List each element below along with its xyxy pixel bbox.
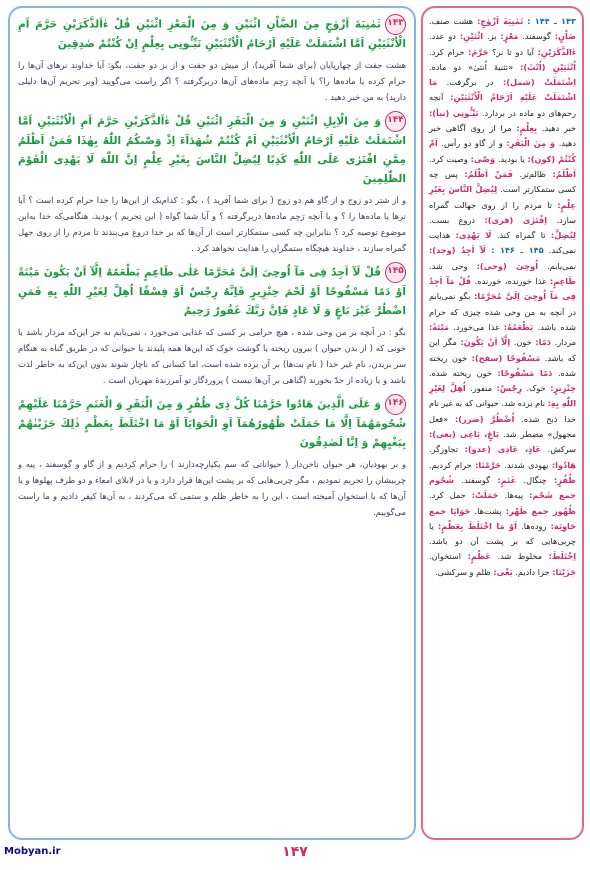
glossary-panel — [421, 6, 584, 840]
gloss-meaning: مگر این که باشد. — [429, 337, 576, 363]
verse-146 — [18, 394, 406, 453]
verse-146-arabic: وَ عَلَى الَّذِينَ هَادُوا حَرَّمْنَا كُلَّ ذِى ظُفُرٍ وَ مِنَ الْبَقَرِ وَ الْغَنَمِ حَرَّمْنَا عَلَيْهِمْ شُحُومَهُمَآ اِلَّا مَا حَمَلَتْ ظُهُورُهُمَآ اَوِ الْحَوَايَآ اَوْ مَا اخْتَلَطَ بِعَظْمٍ ذٰلِكَ جَزَيْنٰهُمْ بِبَغْيِهِمْ وَ اِنَّا لَصٰدِقُونَ — [18, 398, 406, 449]
gloss-meaning: آیا دو تا نر؟ — [492, 46, 534, 57]
gloss-word: فَمَنْ اَظْلَمُ: — [464, 168, 513, 179]
gloss-meaning: یا چربی‌هایی که بر پشت آن دو باشد. — [429, 520, 576, 547]
gloss-meaning: نام برده شد. — [501, 398, 545, 409]
gloss-meaning: «تثنیهٔ اُنثیٰ» دو ماده. — [429, 61, 514, 72]
verse-144-translation: و از شتر دو زوج و از گاو هم دو زوج ( برای شما آفرید ) ، بگو : کدام‌یک از این‌ها را خدا حرام کرده است ؟ آیا نرها یا ماده‌ها را ؟ و یا آنچه رَحِم ماده‌ها دربرگرفته ؟ و آیا شما گواه ( این تحریم ) بودید، هنگامی‌که خدا به‌این موضوع توصیه کرد ؟ بنابراین چه کسی ستمکارتر است از آن‌ها که بر خدا دروغ می‌بندند تا مردم را از روی جهل گمراه سازند ، خداوند هیچگاه ستمگران را هدایت نخواهد کرد . — [18, 195, 406, 253]
gloss-meaning: گوسفند. — [461, 474, 491, 485]
gloss-meaning: ظلم و سرکشی. — [434, 566, 491, 577]
gloss-meaning: وحی شد. — [429, 260, 468, 271]
gloss-word: اِخْتَلَطَ: — [548, 551, 577, 562]
gloss-meaning: حرام کرد. — [429, 46, 465, 57]
gloss-word: اِشْتَمَلَتْ (شمل): — [502, 77, 576, 88]
gloss-word: حَمَلَتْ: — [471, 490, 499, 501]
gloss-word: ءٰالذَّكَرَيْنِ: — [537, 46, 577, 57]
verse-144-arabic: وَ مِنَ الْاِبِلِ اثْنَيْنِ وَ مِنَ الْبَقَرِ اثْنَيْنِ قُلْ ءٰاَلذَّكَرَيْنِ حَرَّمَ اَمِ الْاُنْثَيَيْنِ اَمَّا اشْتَمَلَتْ عَلَيْهِ اَرْحَامُ الْاُنْثَيَيْنِ اَمْ كُنْتُمْ شُهَدَآءَ اِذْ وَصّٰىكُمُ اللّٰهُ بِهٰذَا فَمَنْ اَظْلَمُ مِمَّنِ افْتَرٰى عَلَى اللّٰهِ كَذِبًا لِيُضِلَّ النَّاسَ بِغَيْرِ عِلْمٍ اِنَّ اللّٰهَ لَا يَهْدِى الْقَوْمَ الظّٰلِمِينَ — [18, 115, 406, 185]
gloss-word: اثْنَيْنِ: — [459, 31, 484, 42]
gloss-meaning: یهودی شدند. — [504, 459, 549, 470]
gloss-word: بِعِلْمٍ: — [516, 123, 538, 134]
verse-145-arabic: قُلْ لَآ اَجِدُ فِى مَآ اُوحِىَ اِلَىَّ مُحَرَّمًا عَلٰى طَاعِمٍ يَطْعَمُهُ اِلَّآ اَنْ يَكُونَ مَيْتَةً اَوْ دَمًا مَسْفُوحًا اَوْ لَحْمَ خِنْزِيرٍ فَاِنَّهُ رِجْسٌ اَوْ فِسْقًا اُهِلَّ لِغَيْرِ اللّٰهِ بِهِ فَمَنِ اضْطُرَّ غَيْرَ بَاغٍ وَ لَا عَادٍ فَاِنَّ رَبَّكَ غَفُورٌ رَحِيمٌ — [18, 266, 406, 317]
gloss-meaning: چنگال. — [523, 474, 547, 485]
gloss-word: اُوحِىَ (وحى): — [476, 260, 539, 271]
verse-143-translation: هشت جفت از چهارپایان (برای شما آفرید)، از میش دو جفت و از بز دو جفت، بگو: آیا خداوند نرهای آن‌ها را حرام کرده یا ماده‌ها را؟ یا آنچه رَحِم ماده‌های آن‌ها دربرگرفته ؟ اگر راست می‌گویید (وبر تحریم آن‌ها دلیلی دارید) به من خبر دهید . — [18, 60, 406, 102]
gloss-meaning: خون. — [513, 337, 532, 348]
gloss-word: اِفْتَرٰى (فرى): — [484, 214, 548, 225]
gloss-word: اَوْ مَا اخْتَلَطَ بِعَظْمٍ: — [438, 520, 517, 531]
gloss-word: وَ مِنَ الْبَقَرِ: — [506, 138, 556, 149]
verse-144 — [18, 111, 406, 189]
gloss-word: لَا يَهْدِى: — [455, 230, 492, 241]
gloss-meaning: حرام کردیم. — [429, 459, 472, 470]
gloss-word: عَادٍ، عَادِى (عدو): — [464, 444, 541, 455]
gloss-meaning: تا مردم را از روی جهالت گمراه سازد. — [429, 199, 576, 225]
gloss-word: مَا اشْتَمَلَتْ عَلَيْهِ اَرْحَامُ الْاُنْثَيَيْنِ: — [429, 77, 576, 103]
gloss-word: بَاغٍ، بَاغِى (بغى): — [429, 429, 500, 440]
verse-143-arabic: ثَمٰنِيَةَ اَزْوٰجٍ مِنَ الضَّاْنِ اثْنَيْنِ وَ مِنَ الْمَعْزِ اثْنَيْنِ قُلْ ءٰاَلذَّكَرَيْنِ حَرَّمَ اَمِ الْاُنْثَيَيْنِ اَمَّا اشْتَمَلَتْ عَلَيْهِ اَرْحَامُ الْاُنْثَيَيْنِ نَبِّـُٔونِى بِعِلْمٍ اِنْ كُنْتُمْ صٰدِقِينَ — [18, 18, 406, 50]
gloss-word: دَمًا مَسْفُوحًا: — [497, 367, 553, 378]
glossary-heading-2: ۱۴۵ ـ ۱۴۶ : — [491, 245, 544, 256]
glossary-heading-1: ۱۴۳ ـ ۱۴۴ : — [527, 16, 577, 26]
gloss-meaning: خوک. — [526, 383, 546, 394]
gloss-word: غَنَمٍ: — [497, 474, 517, 485]
gloss-meaning: نمی‌یابم. — [547, 260, 577, 271]
gloss-word: رِجْسٌ: — [496, 383, 522, 394]
verse-145-translation: بگو : در آنچه بر من وحی شده ، هیچ حرامی بر کسی که غذایی می‌خورد ، نمی‌یابم به جز این‌که مردار باشد یا خونی که ( از بدن حیوان ) بیرون ریخته یا گوشت خوک که این‌ها همه پلیدند یا حیوانی که در طریق گناه به هنگام سر بریدن، نام غیر خدا ( نام بت‌ها) بر آن برده شده است، اما کسانی که ناچار شوند بدون این‌که به خاطر لذت باشد و یا زیاده از حدّ بخورند (گناهی بر آن‌ها نیست ) پروردگار تو آمرزندهٔ مهربان است . — [18, 327, 406, 385]
gloss-meaning: منفور. — [470, 383, 492, 394]
gloss-meaning: هشت صنف. — [429, 16, 474, 26]
gloss-meaning: مرا از روی آگاهی خبر دهید. — [429, 123, 577, 149]
gloss-meaning: استخوان. — [429, 551, 462, 562]
gloss-meaning: گوسفند. — [522, 31, 551, 42]
gloss-word: ثَمٰنِيَةَ اَزْوٰجٍ: — [477, 16, 524, 26]
page-number: ۱۴۷ — [282, 844, 308, 860]
gloss-word: لَآ اَجِدُ (وجد): — [429, 245, 486, 256]
gloss-word: حَرَّمْنَا: — [475, 459, 501, 470]
gloss-meaning: تجاوزگر. — [429, 444, 458, 455]
gloss-meaning: حمل کرد. — [429, 490, 466, 501]
gloss-word: مَيْتَةً: — [429, 321, 449, 332]
gloss-word: لِيُضِلَّ النَّاسَ بِغَيْرِ عِلْمٍ: — [429, 184, 576, 210]
gloss-meaning: پیه‌ها. — [504, 490, 524, 501]
verse-number-145: ۱۴۵ — [385, 262, 406, 283]
gloss-meaning: روده‌ها. — [521, 520, 547, 531]
gloss-meaning: در برگرفت. — [446, 77, 494, 88]
gloss-word: قُلْ مَآ اَجِدُ فِى مَآ اُوحِىَ اِلَىَّ مُحَرَّمًا: — [429, 276, 576, 302]
gloss-word: مَسْفُوحًا (سفح): — [471, 352, 541, 363]
gloss-meaning: بگو نمی‌یابم در آنچه به من وحی شده چیزی که حرام شده باشد. — [429, 291, 576, 332]
gloss-meaning: «فعل مجهول» مضطر شد. — [429, 413, 576, 440]
gloss-word: اَمْ كُنْتُمْ (كون): — [429, 138, 576, 164]
gloss-word: دَمًا: — [535, 337, 551, 348]
site-watermark: Mobyan.ir — [4, 846, 61, 857]
glossary-text — [429, 14, 576, 580]
gloss-meaning: مردار. — [554, 337, 577, 348]
gloss-meaning: و از گاو دو رأس. — [441, 138, 503, 149]
gloss-word: حَوَايَا جمع حَاوِيَة: — [429, 505, 577, 531]
verse-number-143: ۱۴۳ — [385, 14, 406, 35]
gloss-meaning: خون ریخته شده. — [429, 352, 577, 378]
gloss-word: اُنْثَيَيْنِ (اُنْثَ): — [520, 61, 576, 72]
verse-146-translation: و بر یهودیان، هر حیوان ناخن‌دار ( حیواناتی که سم یکپارچه‌دارند ) را حرام کردیم و از گاو و گوسفند ، پیه و چربیشان را تحریم نمودیم ، مگر چربی‌هایی که بر پشت این‌ها قرار دارد و یا در لابلای امعاء و دو طرف پهلوها و یا آن‌ها که با استخوان آمیخته است ، این را به خاطر ظلم و ستمی که می‌کردند ، به آن‌ها کیفر دادیم و ما راست می‌گوییم. — [18, 459, 406, 517]
gloss-meaning: مخلوط شد. — [497, 551, 542, 562]
gloss-meaning: جزا دادیم. — [515, 566, 550, 577]
gloss-word: ضَاْنٍ: — [554, 31, 577, 42]
gloss-meaning: ظالم‌تر. — [519, 168, 546, 179]
gloss-word: مَعْزٍ: — [500, 31, 519, 42]
gloss-meaning: یا بودید. — [497, 153, 525, 164]
gloss-word: نَبِّـُٔونِى (نبأ): — [429, 107, 479, 118]
gloss-meaning: خبر دهید. — [541, 123, 576, 134]
gloss-word: وَصّٰى: — [470, 153, 496, 164]
gloss-word: ظُفُرٍ: — [554, 474, 577, 485]
gloss-meaning: دو عدد. — [429, 31, 456, 42]
gloss-word: لِيُضِلَّ: — [550, 230, 576, 241]
gloss-word: اُهِلَّ لِغَيْرِ اللّٰهِ بِهِ: — [429, 383, 577, 409]
verse-143 — [18, 14, 406, 54]
gloss-meaning: غذا خورنده، خورنده. — [474, 276, 547, 287]
verse-number-146: ۱۴۶ — [385, 394, 406, 415]
gloss-word: خِنْزِيرٍ: — [550, 383, 577, 394]
verse-number-144: ۱۴۴ — [385, 111, 406, 132]
gloss-word: بَغْى: — [493, 566, 513, 577]
verse-145 — [18, 262, 406, 321]
gloss-word: ظُهُور جمع ظَهْر: — [505, 505, 576, 516]
gloss-word: جَزَيْنَا: — [552, 566, 576, 577]
gloss-meaning: تا گمراه کند. — [496, 230, 546, 241]
gloss-word: حَرَّمَ: — [468, 46, 489, 57]
gloss-meaning: پس چه کسی ستمکار‌تر است. — [429, 168, 576, 195]
gloss-meaning: آنچه رحم‌های دو ماده در بردارد. — [429, 92, 577, 118]
gloss-word: هَادُوا: — [551, 459, 576, 470]
gloss-meaning: غذا می‌خورد. — [453, 321, 500, 332]
gloss-word: اِلَّآ اَنْ يَكُونَ: — [460, 337, 511, 348]
gloss-meaning: هدایت نمی‌کند. — [429, 230, 577, 256]
gloss-meaning: حیوانی که به غیر نام خدا ذبح شده. — [429, 398, 576, 424]
gloss-word: اُضْطُرَّ (ضرر): — [454, 413, 515, 424]
gloss-word: يَطْعَمُهُ: — [503, 321, 534, 332]
gloss-meaning: پشت‌ها. — [474, 505, 502, 516]
gloss-word: طَاعِمٍ: — [549, 276, 576, 287]
gloss-meaning: سرکش. — [547, 444, 576, 455]
gloss-word: اَظْلَمُ: — [552, 168, 576, 179]
gloss-meaning: وصیت کرد. — [429, 153, 468, 164]
gloss-word: شُحُوم جمع شَحْم: — [429, 474, 577, 501]
main-text-panel — [8, 6, 416, 840]
gloss-meaning: خون ریخته شده. — [429, 367, 492, 378]
gloss-meaning: دروغ بست. — [429, 214, 476, 225]
gloss-meaning: بز. — [487, 31, 497, 42]
gloss-word: عَظْمٍ: — [467, 551, 491, 562]
